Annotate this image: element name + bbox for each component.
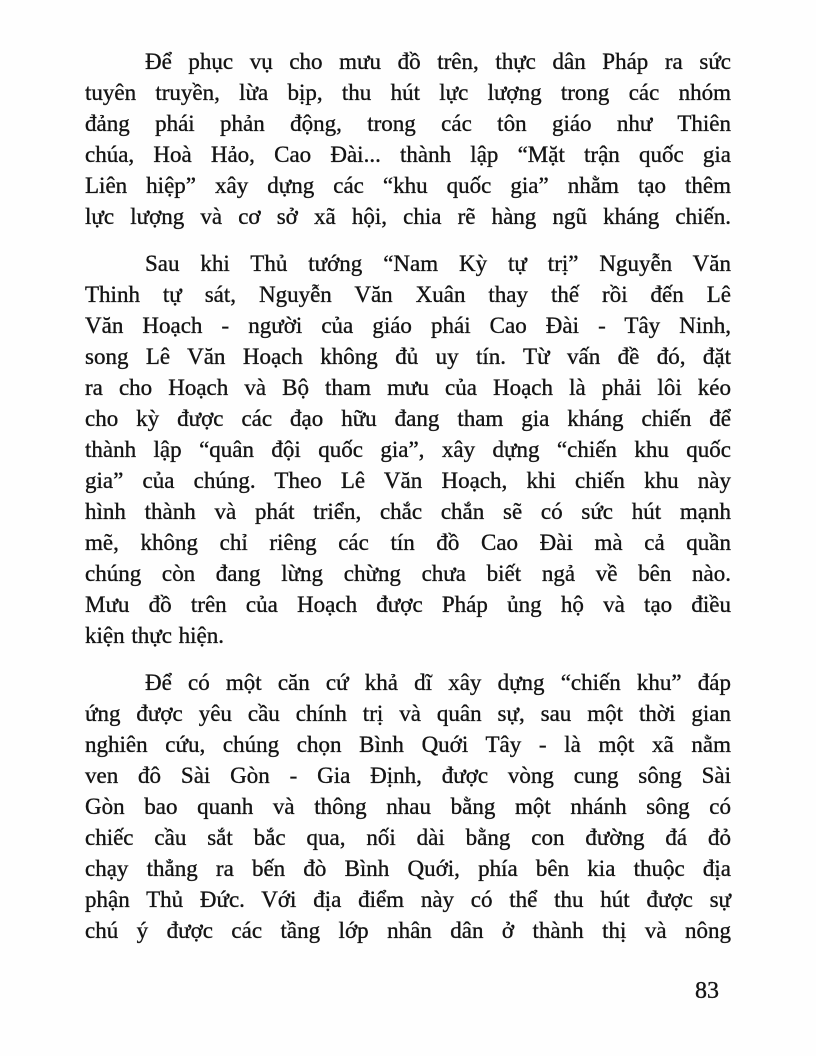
page-number: 83 bbox=[695, 978, 719, 1004]
text-line: kiện thực hiện. bbox=[85, 623, 225, 648]
text-line: tuyên truyền, lừa bịp, thu hút lực lượng trong các nhóm bbox=[85, 80, 731, 105]
text-line: Để phục vụ cho mưu đồ trên, thực dân Pháp ra sức bbox=[145, 49, 731, 74]
text-line: đảng phái phản động, trong các tôn giáo như Thiên bbox=[85, 111, 731, 136]
text-line: Mưu đồ trên của Hoạch được Pháp ủng hộ và tạo điều bbox=[85, 592, 731, 617]
text-line: phận Thủ Đức. Với địa điểm này có thể thu hút được sự bbox=[85, 887, 731, 912]
text-line: lực lượng và cơ sở xã hội, chia rẽ hàng ngũ kháng chiến. bbox=[85, 204, 731, 229]
text-line: cho kỳ được các đạo hữu đang tham gia kháng chiến để bbox=[85, 406, 731, 431]
paragraph-2 bbox=[85, 248, 731, 651]
text-line: Văn Hoạch - người của giáo phái Cao Đài - Tây Ninh, bbox=[85, 313, 731, 338]
text-line: gia” của chúng. Theo Lê Văn Hoạch, khi chiến khu này bbox=[85, 468, 731, 493]
text-line: ra cho Hoạch và Bộ tham mưu của Hoạch là phải lôi kéo bbox=[85, 375, 731, 400]
text-line: Sau khi Thủ tướng “Nam Kỳ tự trị” Nguyễn Văn bbox=[145, 251, 731, 276]
text-line: hình thành và phát triển, chắc chắn sẽ có sức hút mạnh bbox=[85, 499, 731, 524]
text-line: chạy thẳng ra bến đò Bình Quới, phía bên kia thuộc địa bbox=[85, 856, 731, 881]
paragraph-3 bbox=[85, 667, 731, 946]
page-text-block bbox=[85, 46, 731, 946]
text-line: Gòn bao quanh và thông nhau bằng một nhánh sông có bbox=[85, 794, 731, 819]
text-line: chú ý được các tầng lớp nhân dân ở thành thị và nông bbox=[85, 918, 731, 943]
text-line: song Lê Văn Hoạch không đủ uy tín. Từ vấn đề đó, đặt bbox=[85, 344, 731, 369]
text-line: ven đô Sài Gòn - Gia Định, được vòng cung sông Sài bbox=[85, 763, 731, 788]
text-line: chúng còn đang lừng chừng chưa biết ngả về bên nào. bbox=[85, 561, 731, 586]
text-line: Để có một căn cứ khả dĩ xây dựng “chiến khu” đáp bbox=[145, 670, 731, 695]
text-line: Liên hiệp” xây dựng các “khu quốc gia” nhằm tạo thêm bbox=[85, 173, 731, 198]
text-line: chiếc cầu sắt bắc qua, nối dài bằng con đường đá đỏ bbox=[85, 825, 731, 850]
text-line: Thinh tự sát, Nguyễn Văn Xuân thay thế rồi đến Lê bbox=[85, 282, 731, 307]
text-line: nghiên cứu, chúng chọn Bình Quới Tây - là một xã nằm bbox=[85, 732, 731, 757]
text-line: mẽ, không chỉ riêng các tín đồ Cao Đài mà cả quần bbox=[85, 530, 731, 555]
text-line: chúa, Hoà Hảo, Cao Đài... thành lập “Mặt trận quốc gia bbox=[85, 142, 731, 167]
text-line: thành lập “quân đội quốc gia”, xây dựng “chiến khu quốc bbox=[85, 437, 731, 462]
paragraph-1 bbox=[85, 46, 731, 232]
text-line: ứng được yêu cầu chính trị và quân sự, sau một thời gian bbox=[85, 701, 731, 726]
